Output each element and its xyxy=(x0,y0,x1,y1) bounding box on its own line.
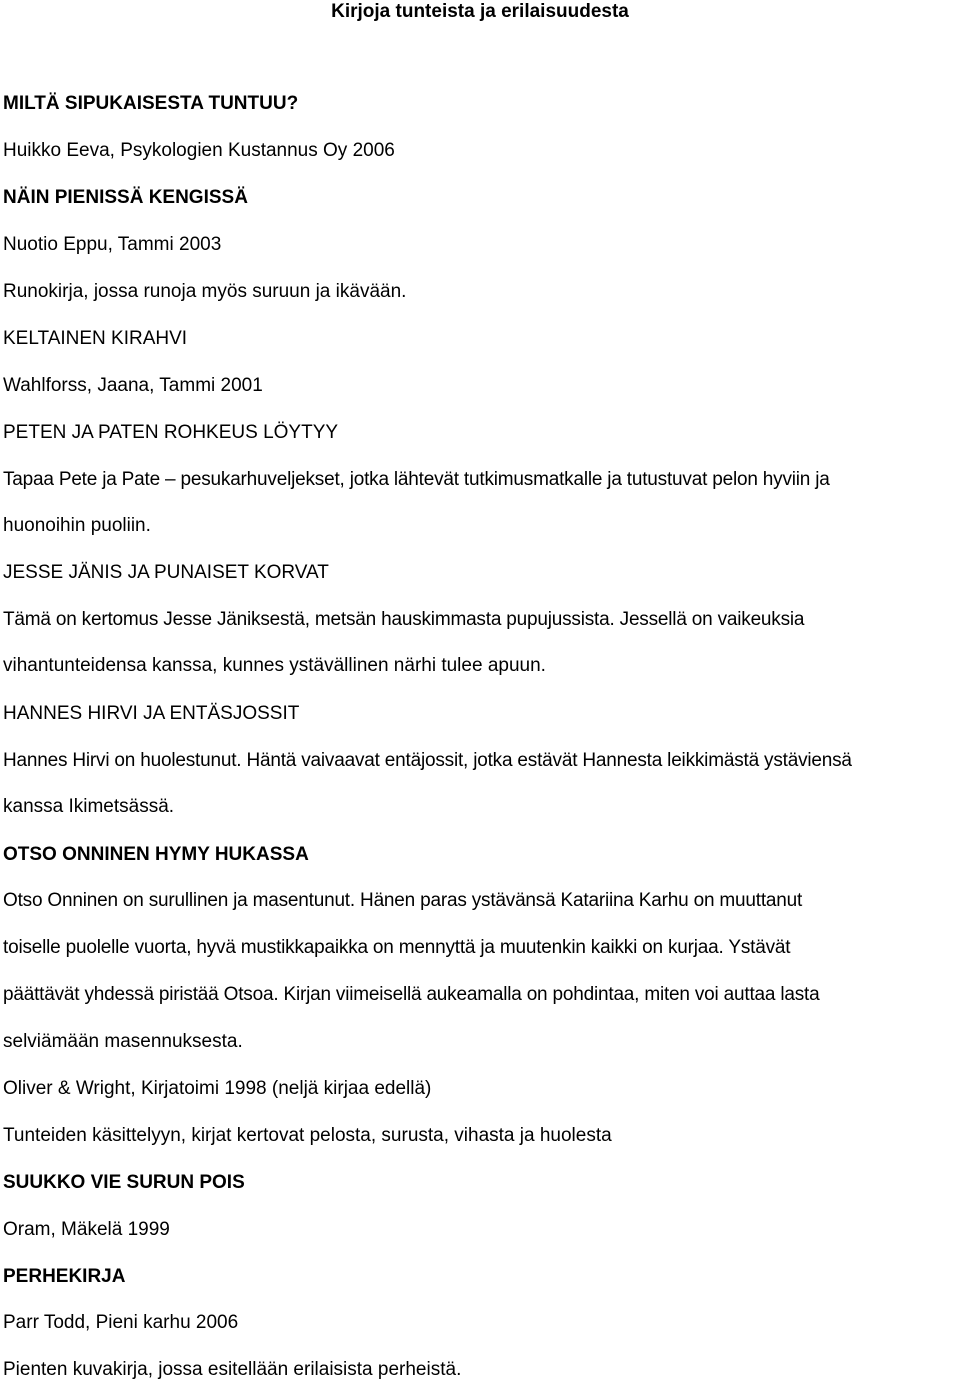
book-title: MILTÄ SIPUKAISESTA TUNTUU? xyxy=(3,93,299,114)
book-author: Oliver & Wright, Kirjatoimi 1998 (neljä kirjaa edellä) xyxy=(3,1078,432,1099)
book-description: Tapaa Pete ja Pate – pesukarhuveljekset, jotka lähtevät tutkimusmatkalle ja tutustuvat pelon hyviin ja xyxy=(3,469,830,490)
book-description: huonoihin puoliin. xyxy=(3,515,151,536)
book-author: Nuotio Eppu, Tammi 2003 xyxy=(3,234,222,255)
book-title: PERHEKIRJA xyxy=(3,1266,126,1287)
book-author: Wahlforss, Jaana, Tammi 2001 xyxy=(3,375,263,396)
book-description: kanssa Ikimetsässä. xyxy=(3,796,175,817)
document-title: Kirjoja tunteista ja erilaisuudesta xyxy=(331,1,629,22)
book-description: Pienten kuvakirja, jossa esitellään erilaisista perheistä. xyxy=(3,1359,462,1380)
book-description: vihantunteidensa kanssa, kunnes ystävällinen närhi tulee apuun. xyxy=(3,655,546,676)
book-description: toiselle puolelle vuorta, hyvä mustikkapaikka on mennyttä ja muutenkin kaikki on kurjaa. Ystävät xyxy=(3,937,791,958)
book-title: KELTAINEN KIRAHVI xyxy=(3,328,188,349)
book-title: SUUKKO VIE SURUN POIS xyxy=(3,1172,245,1193)
book-title: NÄIN PIENISSÄ KENGISSÄ xyxy=(3,187,248,208)
book-description: Runokirja, jossa runoja myös suruun ja ikävään. xyxy=(3,281,407,302)
book-title: HANNES HIRVI JA ENTÄSJOSSIT xyxy=(3,703,300,724)
book-title: OTSO ONNINEN HYMY HUKASSA xyxy=(3,844,309,865)
book-description: Hannes Hirvi on huolestunut. Häntä vaivaavat entäjossit, jotka estävät Hannesta leikkimästä ystäviensä xyxy=(3,750,852,771)
book-author: Parr Todd, Pieni karhu 2006 xyxy=(3,1312,239,1333)
book-author: Oram, Mäkelä 1999 xyxy=(3,1219,170,1240)
book-description: päättävät yhdessä piristää Otsoa. Kirjan viimeisellä aukeamalla on pohdintaa, miten voi auttaa lasta xyxy=(3,984,820,1005)
book-description: Tunteiden käsittelyyn, kirjat kertovat pelosta, surusta, vihasta ja huolesta xyxy=(3,1125,612,1146)
book-description: Otso Onninen on surullinen ja masentunut. Hänen paras ystävänsä Katariina Karhu on muuttanut xyxy=(3,890,803,911)
book-description: Tämä on kertomus Jesse Jäniksestä, metsän hauskimmasta pupujussista. Jessellä on vaikeuksia xyxy=(3,609,805,630)
book-author: Huikko Eeva, Psykologien Kustannus Oy 2006 xyxy=(3,140,395,161)
book-description: selviämään masennuksesta. xyxy=(3,1031,243,1052)
book-title: JESSE JÄNIS JA PUNAISET KORVAT xyxy=(3,562,329,583)
book-title: PETEN JA PATEN ROHKEUS LÖYTYY xyxy=(3,422,339,443)
